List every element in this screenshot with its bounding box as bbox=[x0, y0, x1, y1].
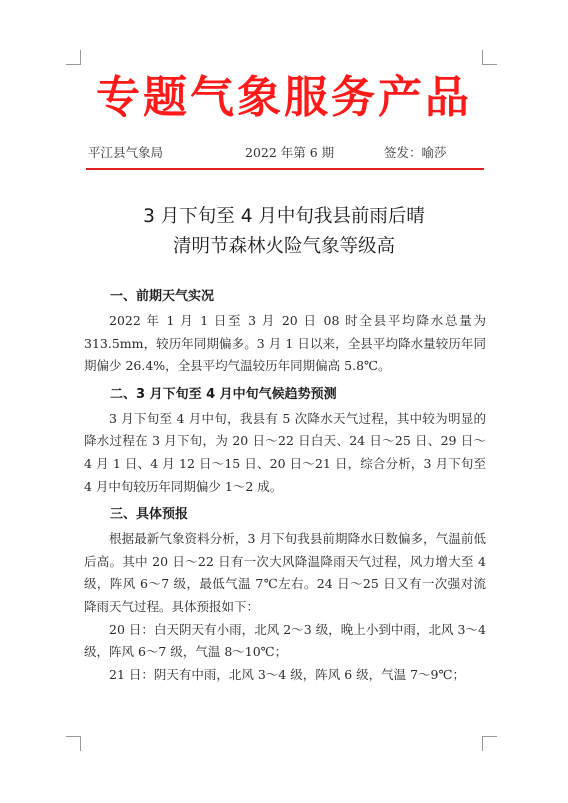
paragraph: 2022 年 1 月 1 日至 3 月 20 日 08 时全县平均降水总量为 313.5mm，较历年同期偏多。3 月 1 日以来，全县平均降水量较历年同期偏少 26.4%，全县平均气温较历年同期偏高 5.8℃。 bbox=[84, 313, 486, 374]
headline-line-2: 清明节森林火险气象等级高 bbox=[172, 236, 395, 257]
document-headline bbox=[0, 202, 568, 262]
headline-line-1: 3 月下旬至 4 月中旬我县前雨后晴 bbox=[143, 206, 425, 227]
paragraph: 3 月下旬至 4 月中旬，我县有 5 次降水天气过程，其中较为明显的降水过程在 3 月下旬，为 20 日～22 日白天、24 日～25 日、29 日～4 月 1 日、4 月 12 日～15 日、20 日～21 日，综合分析，3 月下旬至 4 月中旬较历年同期偏少 1～2 成。 bbox=[84, 410, 486, 494]
crop-mark-top-left bbox=[66, 50, 81, 65]
document-body bbox=[84, 286, 486, 686]
crop-mark-bottom-left bbox=[66, 736, 81, 751]
product-banner-title: 专题气象服务产品 bbox=[96, 72, 472, 123]
section-heading-forecast: 三、具体预报 bbox=[110, 507, 189, 523]
paragraph: 20 日：白天阴天有小雨，北风 2～3 级，晚上小到中雨，北风 3～4 级，阵风 6～7 级，气温 8～10℃； bbox=[84, 621, 486, 660]
signatory: 签发：喻莎 bbox=[384, 145, 447, 160]
issue-number: 2022 年第 6 期 bbox=[245, 145, 335, 160]
section-heading-trend: 二、3 月下旬至 4 月中旬气候趋势预测 bbox=[110, 386, 337, 402]
issuing-agency: 平江县气象局 bbox=[88, 145, 164, 160]
crop-mark-top-right bbox=[482, 50, 497, 65]
section-heading-observed: 一、前期天气实况 bbox=[110, 289, 215, 304]
header-divider bbox=[86, 168, 484, 170]
crop-mark-bottom-right bbox=[482, 736, 497, 751]
paragraph: 21 日：阴天有中雨，北风 3～4 级，阵风 6 级，气温 7～9℃； bbox=[109, 666, 465, 682]
paragraph: 根据最新气象资料分析，3 月下旬我县前期降水日数偏多，气温前低后高。其中 20 日～22 日有一次大风降温降雨天气过程，风力增大至 4 级，阵风 6～7 级，最低气温 7℃左右。24 日～25 日又有一次强对流降雨天气过程。具体预报如下： bbox=[84, 531, 486, 614]
